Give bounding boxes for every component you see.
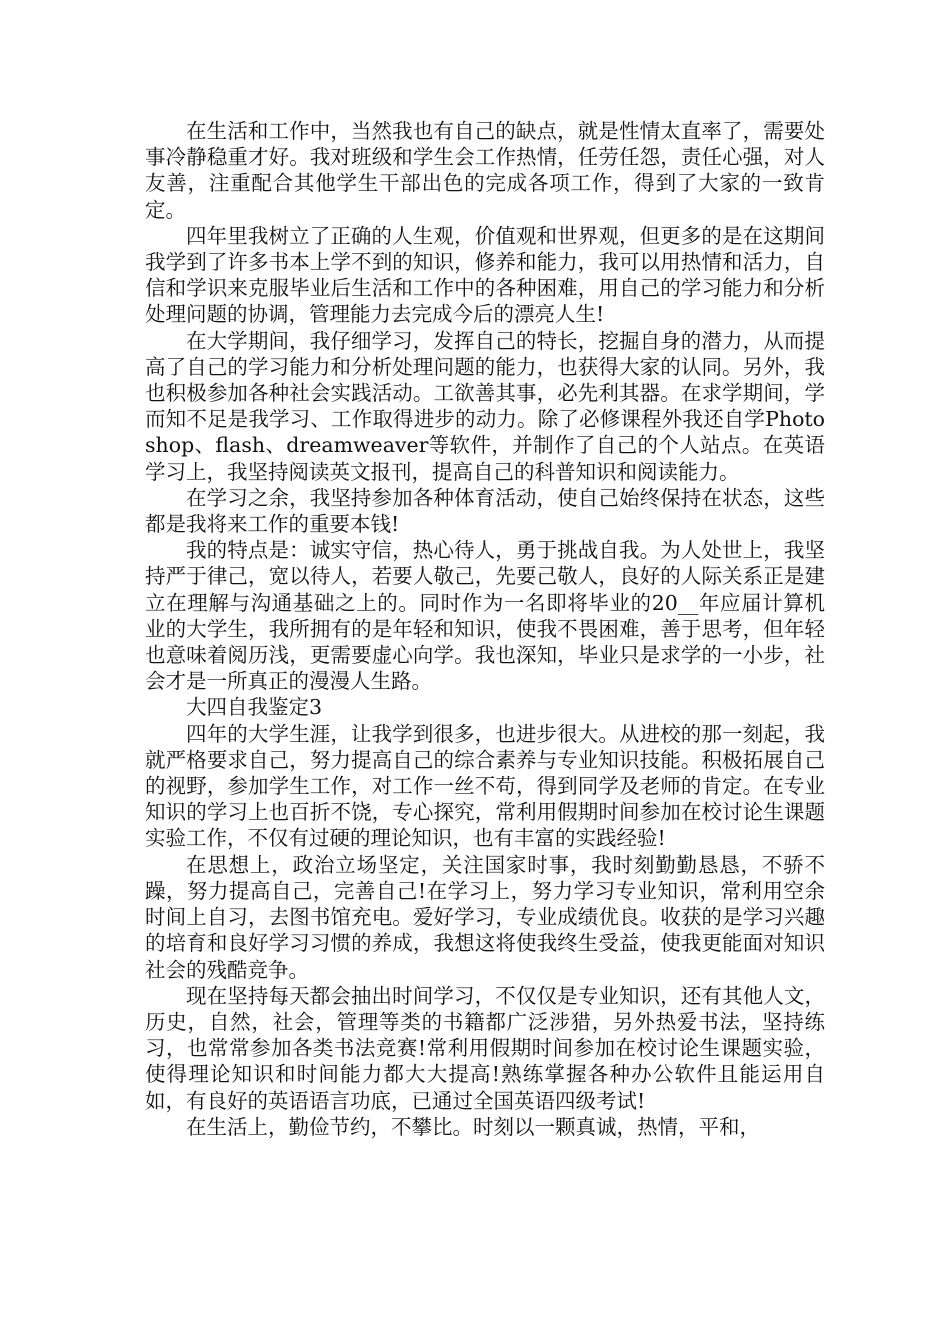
paragraph-life: 在生活上，勤俭节约，不攀比。时刻以一颗真诚，热情，平和，	[186, 1114, 760, 1139]
paragraph-sports: 在学习之余，我坚持参加各种体育活动，使自己始终保持在状态，这些都是我将来工作的重要本钱!	[145, 485, 825, 537]
paragraph-ideology: 在思想上，政治立场坚定，关注国家时事，我时刻勤勤恳恳，不骄不躁，努力提高自己，完善自己!在学习上，努力学习专业知识，常利用空余时间上自习，去图书馆充电。爱好学习，专业成绩优良。收获的是学习兴趣的培育和良好学习习惯的养成，我想这将使我终生受益，使我更能面对知识社会的残酷竞争。	[145, 852, 825, 982]
section-heading: 大四自我鉴定3	[186, 695, 323, 720]
paragraph-characteristics: 我的特点是：诚实守信，热心待人，勇于挑战自我。为人处世上，我坚持严于律己，宽以待人，若要人敬己，先要己敬人，良好的人际关系正是建立在理解与沟通基础之上的。同时作为一名即将毕业的20__年应届计算机业的大学生，我所拥有的是年轻和知识，使我不畏困难，善于思考，但年轻也意味着阅历浅，更需要虚心向学。我也深知，毕业只是求学的一小步，社会才是一所真正的漫漫人生路。	[145, 538, 825, 694]
document-page	[145, 118, 825, 1140]
paragraph-university-career: 四年的大学生涯，让我学到很多，也进步很大。从进校的那一刻起，我就严格要求自己，努力提高自己的综合素养与专业知识技能。积极拓展自己的视野，参加学生工作，对工作一丝不苟，得到同学及老师的肯定。在专业知识的学习上也百折不饶，专心探究，常利用假期时间参加在校讨论生课题实验工作，不仅有过硬的理论知识，也有丰富的实践经验!	[145, 721, 825, 851]
paragraph-four-years: 四年里我树立了正确的人生观，价值观和世界观，但更多的是在这期间我学到了许多书本上学不到的知识，修养和能力，我可以用热情和活力，自信和学识来克服毕业后生活和工作中的各种困难，用自己的学习能力和分析处理问题的协调，管理能力去完成今后的漂亮人生!	[145, 223, 825, 327]
paragraph-university-study: 在大学期间，我仔细学习，发挥自己的特长，挖掘自身的潜力，从而提高了自己的学习能力和分析处理问题的能力，也获得大家的认同。另外，我也积极参加各种社会实践活动。工欲善其事，必先利其器。在求学期间，学而知不足是我学习、工作取得进步的动力。除了必修课程外我还自学Photoshop、flash、dreamweaver等软件，并制作了自己的个人站点。在英语学习上，我坚持阅读英文报刊，提高自己的科普知识和阅读能力。	[145, 328, 825, 484]
paragraph-shortcomings: 在生活和工作中，当然我也有自己的缺点，就是性情太直率了，需要处事冷静稳重才好。我对班级和学生会工作热情，任劳任怨，责任心强，对人友善，注重配合其他学生干部出色的完成各项工作，得到了大家的一致肯定。	[145, 119, 825, 222]
paragraph-daily-study: 现在坚持每天都会抽出时间学习，不仅仅是专业知识，还有其他人文，历史，自然，社会，管理等类的书籍都广泛涉猎，另外热爱书法，坚持练习，也常常参加各类书法竞赛!常利用假期时间参加在校讨论生课题实验，使得理论知识和时间能力都大大提高!熟练掌握各种办公软件且能运用自如，有良好的英语语言功底，已通过全国英语四级考试!	[145, 983, 825, 1113]
